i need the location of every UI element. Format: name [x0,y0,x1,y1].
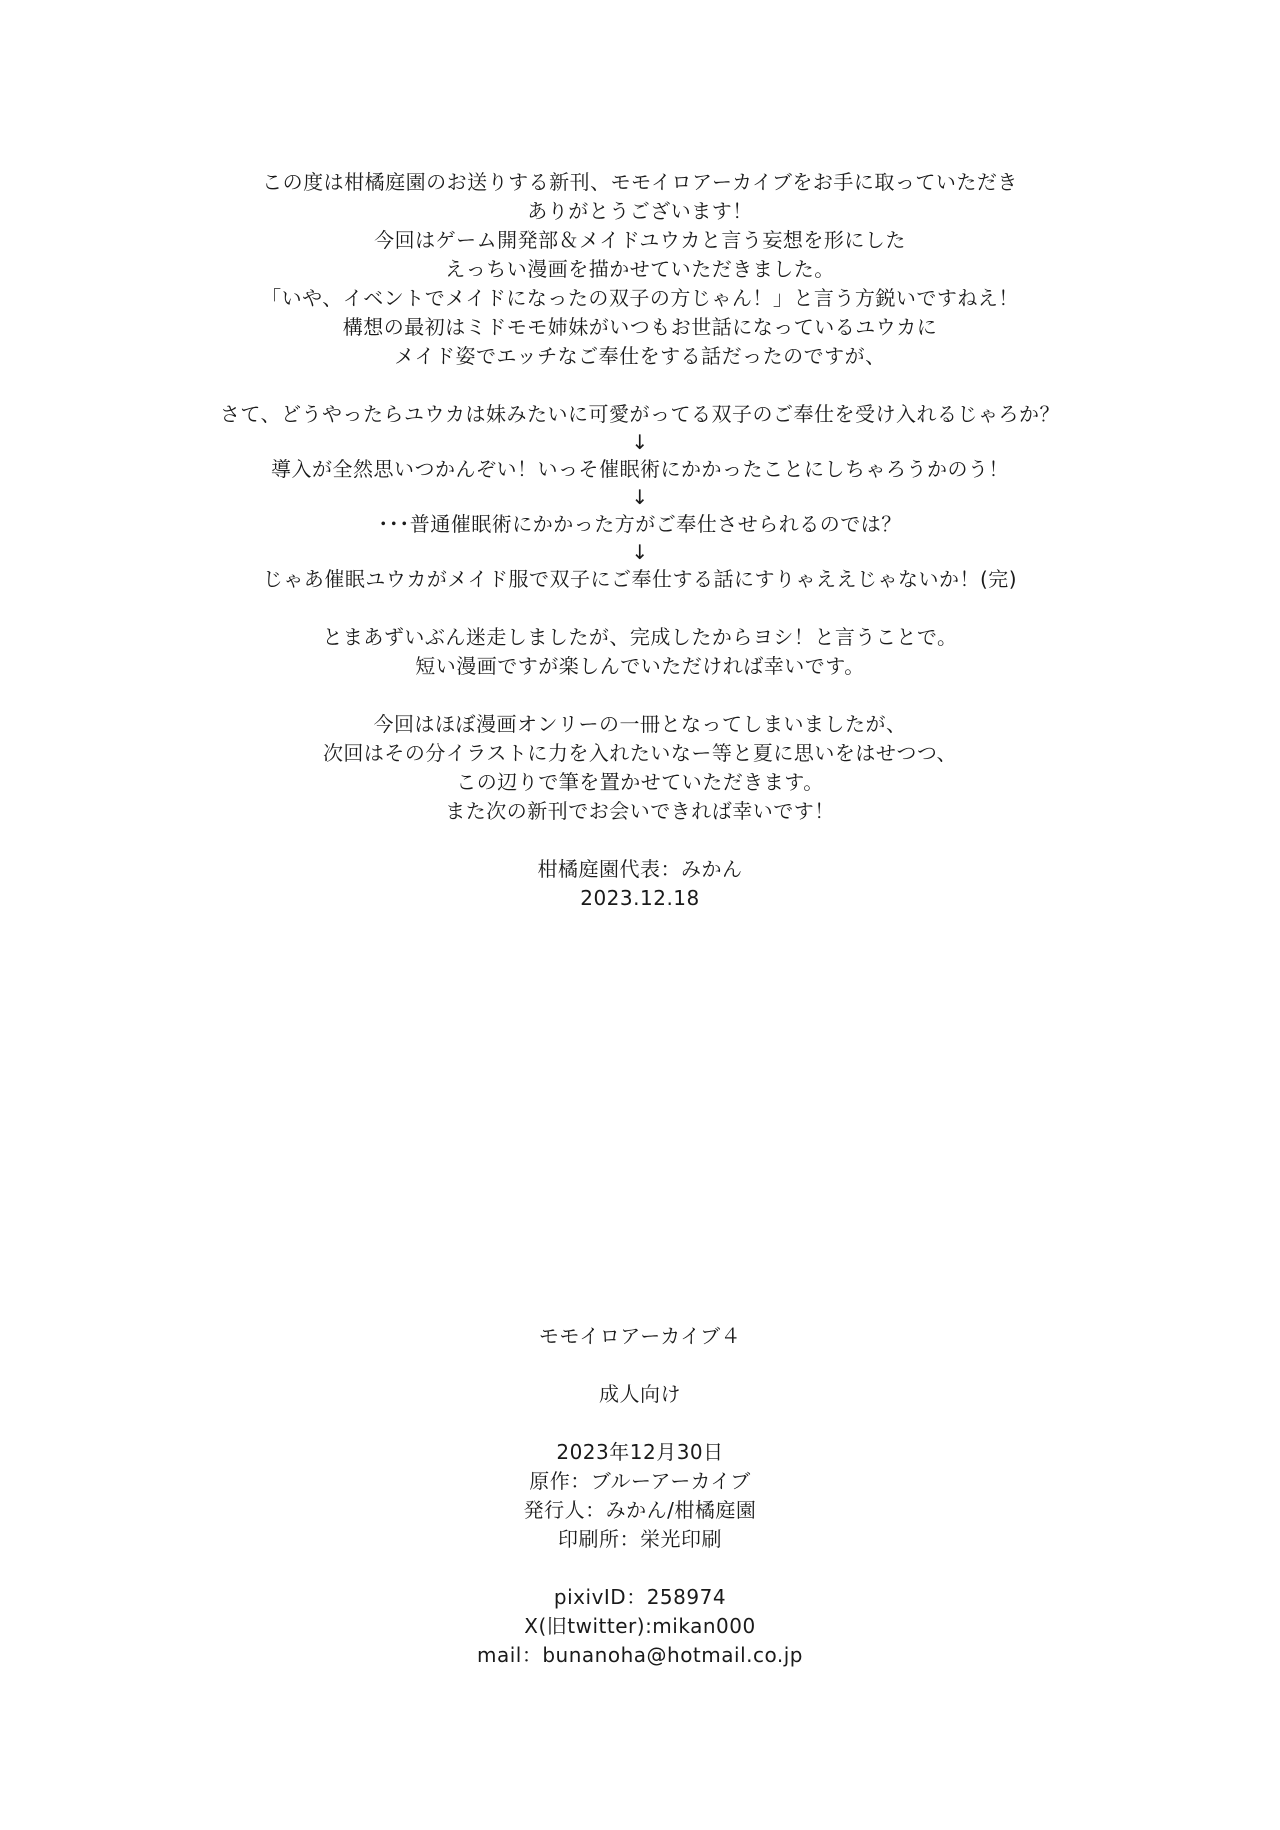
afterword-text [0,168,1280,913]
original-work: 原作：ブルーアーカイブ [529,1469,751,1493]
issue-date: 2023年12月30日 [556,1440,724,1464]
pixiv-id: pixivID：258974 [553,1585,727,1609]
paragraph-gap [0,1409,1280,1438]
paragraph-gap [0,681,1280,710]
afterword-line: えっちい漫画を描かせていただきました。 [445,257,835,281]
publisher: 発行人：みかん/柑橘庭園 [523,1498,757,1522]
afterword-line: メイド姿でエッチなご奉仕をする話だったのですが、 [394,344,886,368]
afterword-line: 「いや、イベントでメイドになったの双子の方じゃん！」と言う方鋭いですねえ！ [261,286,1019,310]
afterword-line: ･･･普通催眠術にかかった方がご奉仕させられるのでは？ [378,512,902,536]
afterword-line: 構想の最初はミドモモ姉妹がいつもお世話になっているユウカに [342,315,938,339]
paragraph-gap [0,371,1280,400]
afterword-line: とまあずいぶん迷走しましたが、完成したからヨシ！と言うことで。 [322,625,958,649]
down-arrow-icon: ↓ [631,485,649,509]
afterword-line: ありがとうございます！ [527,199,753,223]
age-rating: 成人向け [599,1382,681,1406]
afterword-line: この度は柑橘庭園のお送りする新刊、モモイロアーカイブをお手に取っていただき [262,170,1018,194]
signature: 柑橘庭園代表：みかん [537,857,743,881]
afterword-line: この辺りで筆を置かせていただきます。 [456,770,824,794]
contact-mail: mail：bunanoha@hotmail.co.jp [477,1643,803,1667]
afterword-line: 次回はその分イラストに力を入れたいなー等と夏に思いをはせつつ、 [322,741,958,765]
afterword-line: 短い漫画ですが楽しんでいただければ幸いです。 [415,654,865,678]
down-arrow-icon: ↓ [631,430,649,454]
colophon [0,1322,1280,1670]
x-account: X(旧twitter):mikan000 [524,1614,756,1638]
afterword-line: 導入が全然思いつかんぞい！いっそ催眠術にかかったことにしちゃろうかのう！ [271,457,1009,481]
paragraph-gap [0,1554,1280,1583]
printer: 印刷所：栄光印刷 [558,1527,722,1551]
afterword-line: 今回はゲーム開発部＆メイドユウカと言う妄想を形にした [374,228,906,252]
paragraph-gap [0,1351,1280,1380]
afterword-line: じゃあ催眠ユウカがメイド服で双子にご奉仕する話にすりゃええじゃないか！(完) [262,567,1018,591]
afterword-line: 今回はほぼ漫画オンリーの一冊となってしまいましたが、 [373,712,907,736]
down-arrow-icon: ↓ [631,540,649,564]
paragraph-gap [0,826,1280,855]
afterword-line: また次の新刊でお会いできれば幸いです！ [445,799,835,823]
book-title: モモイロアーカイブ４ [538,1324,742,1348]
signature-date: 2023.12.18 [580,886,700,910]
afterword-line: さて、どうやったらユウカは妹みたいに可愛がってる双子のご奉仕を受け入れるじゃろか？ [219,402,1061,426]
paragraph-gap [0,594,1280,623]
